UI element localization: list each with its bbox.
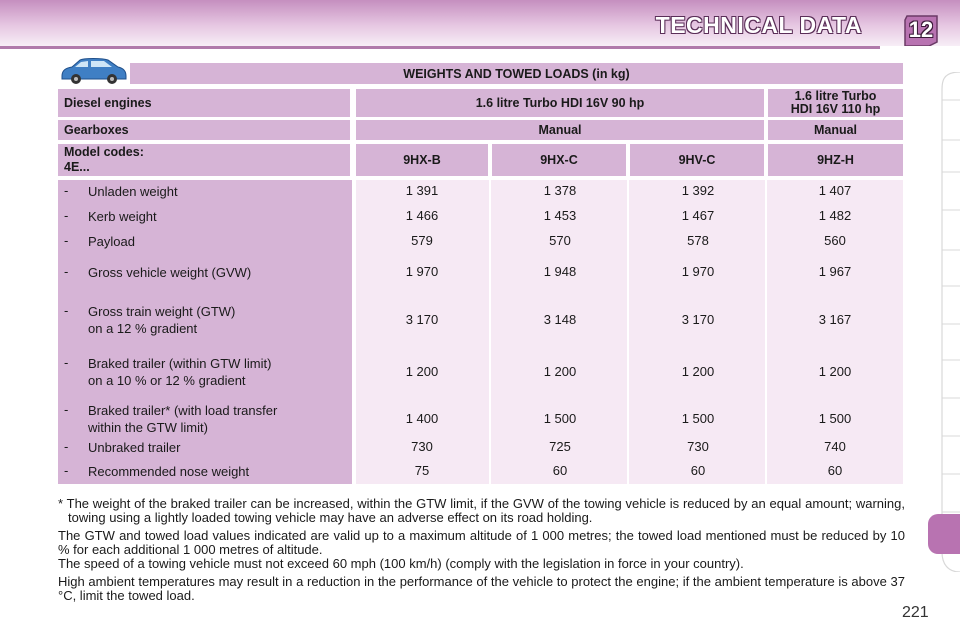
table-cell: 560 [824, 233, 846, 248]
note-altitude: The GTW and towed load values indicated are valid up to a maximum altitude of 1 000 metres; the towed load mentioned must be reduced by 10 % for each additional 1 000 metres of altitude. [58, 528, 905, 557]
table-cell: 1 407 [818, 183, 852, 198]
row-label-text: Braked trailer (within GTW limit) [88, 356, 272, 371]
engine-110hp [768, 89, 903, 117]
footnote-trailer [58, 497, 905, 525]
row-label-text: Gross train weight (GTW) [88, 304, 236, 319]
table-cell: 1 482 [818, 208, 852, 223]
table-cell: 1 970 [405, 264, 439, 279]
section-title: TECHNICAL DATA [655, 12, 862, 38]
row-bullet: - [64, 463, 69, 478]
table-cell: 740 [824, 439, 846, 454]
engine-110hp-line1: 1.6 litre Turbo [794, 89, 877, 103]
model-code-3: 9HV-C [630, 144, 764, 176]
row-label-text: Unbraked trailer [88, 440, 181, 455]
table-cell: 1 200 [818, 363, 852, 379]
row-label-text: Kerb weight [88, 209, 157, 224]
car-icon [58, 56, 128, 86]
table-cell: 579 [411, 233, 433, 248]
table-cell: 1 392 [681, 183, 715, 198]
model-code-4: 9HZ-H [768, 144, 903, 176]
table-cell: 1 391 [405, 183, 439, 198]
row-bullet: - [64, 303, 69, 318]
gearbox-90hp: Manual [356, 120, 764, 140]
column-divider [489, 180, 491, 484]
chapter-tab-active[interactable] [928, 514, 960, 554]
footnote-marker: * [58, 496, 64, 511]
row-bullet: - [64, 264, 69, 279]
table-cell: 60 [552, 463, 568, 478]
gearbox-110hp: Manual [768, 120, 903, 140]
row-bullet: - [64, 233, 69, 248]
header-rule [0, 46, 880, 49]
row-bullet: - [64, 402, 69, 417]
table-cell: 730 [411, 439, 433, 454]
chapter-badge [903, 14, 939, 46]
table-cell: 1 378 [543, 183, 577, 198]
row-label-text: Recommended nose weight [88, 464, 250, 479]
table-cell: 730 [687, 439, 709, 454]
row-label-text: Payload [88, 234, 135, 249]
row-label-text: Braked trailer* (with load transfer [88, 403, 278, 418]
row-bullet: - [64, 439, 69, 454]
table-cell: 1 200 [405, 363, 439, 379]
note-speed: The speed of a towing vehicle must not exceed 60 mph (100 km/h) (comply with the legislation in force in your country). [58, 556, 744, 571]
model-codes-label-line2: 4E... [64, 160, 90, 174]
table-cell: 60 [827, 463, 843, 478]
page-number: 221 [902, 604, 929, 621]
table-cell: 3 170 [681, 311, 715, 327]
model-code-1: 9HX-B [356, 144, 488, 176]
table-cell: 1 500 [543, 410, 577, 426]
row-label-text: Gross vehicle weight (GVW) [88, 265, 252, 280]
row-label-text: within the GTW limit) [88, 420, 208, 435]
table-cell: 1 967 [818, 264, 852, 279]
model-codes-label-line1: Model codes: [64, 145, 144, 159]
chapter-tab-strip [928, 72, 960, 572]
engine-110hp-line2: HDI 16V 110 hp [790, 102, 881, 116]
note-temperature: High ambient temperatures may result in a reduction in the performance of the vehicle to protect the engine; if the ambient temperature is above 37 °C, limit the towed load. [58, 574, 905, 603]
gearbox-row-label: Gearboxes [58, 120, 350, 140]
table-cell: 1 466 [405, 208, 439, 223]
row-label-text: on a 12 % gradient [88, 321, 198, 336]
table-cell: 3 167 [818, 311, 852, 327]
table-cell: 60 [690, 463, 706, 478]
table-cell: 725 [549, 439, 571, 454]
table-cell: 578 [687, 233, 709, 248]
table-cell: 570 [549, 233, 571, 248]
table-cell: 1 400 [405, 410, 439, 426]
row-bullet: - [64, 183, 69, 198]
row-label-text: Unladen weight [88, 184, 178, 199]
table-cell: 1 500 [818, 410, 852, 426]
table-cell: 3 170 [405, 311, 439, 327]
row-label-text: on a 10 % or 12 % gradient [88, 373, 246, 388]
engine-90hp: 1.6 litre Turbo HDI 16V 90 hp [356, 89, 764, 117]
row-bullet: - [64, 355, 69, 370]
table-cell: 1 200 [543, 363, 577, 379]
model-code-2: 9HX-C [492, 144, 626, 176]
table-cell: 1 948 [543, 264, 577, 279]
table-cell: 1 970 [681, 264, 715, 279]
footnote-trailer-text: The weight of the braked trailer can be increased, within the GTW limit, if the GVW of the towing vehicle is reduced by an equal amount; warning, towing using a lightly loaded towing vehicle may have an adverse effect on its road holding. [66, 496, 905, 525]
table-cell: 3 148 [543, 311, 577, 327]
table-cell: 1 200 [681, 363, 715, 379]
table-cell: 1 500 [681, 410, 715, 426]
model-codes-label [58, 144, 350, 176]
engine-row-label: Diesel engines [58, 89, 350, 117]
column-divider [627, 180, 629, 484]
table-cell: 1 467 [681, 208, 715, 223]
chapter-number: 12 [908, 17, 934, 42]
column-divider [765, 180, 767, 484]
table-title: WEIGHTS AND TOWED LOADS (in kg) [130, 63, 903, 84]
table-cell: 75 [414, 463, 430, 478]
table-cell: 1 453 [543, 208, 577, 223]
row-bullet: - [64, 208, 69, 223]
